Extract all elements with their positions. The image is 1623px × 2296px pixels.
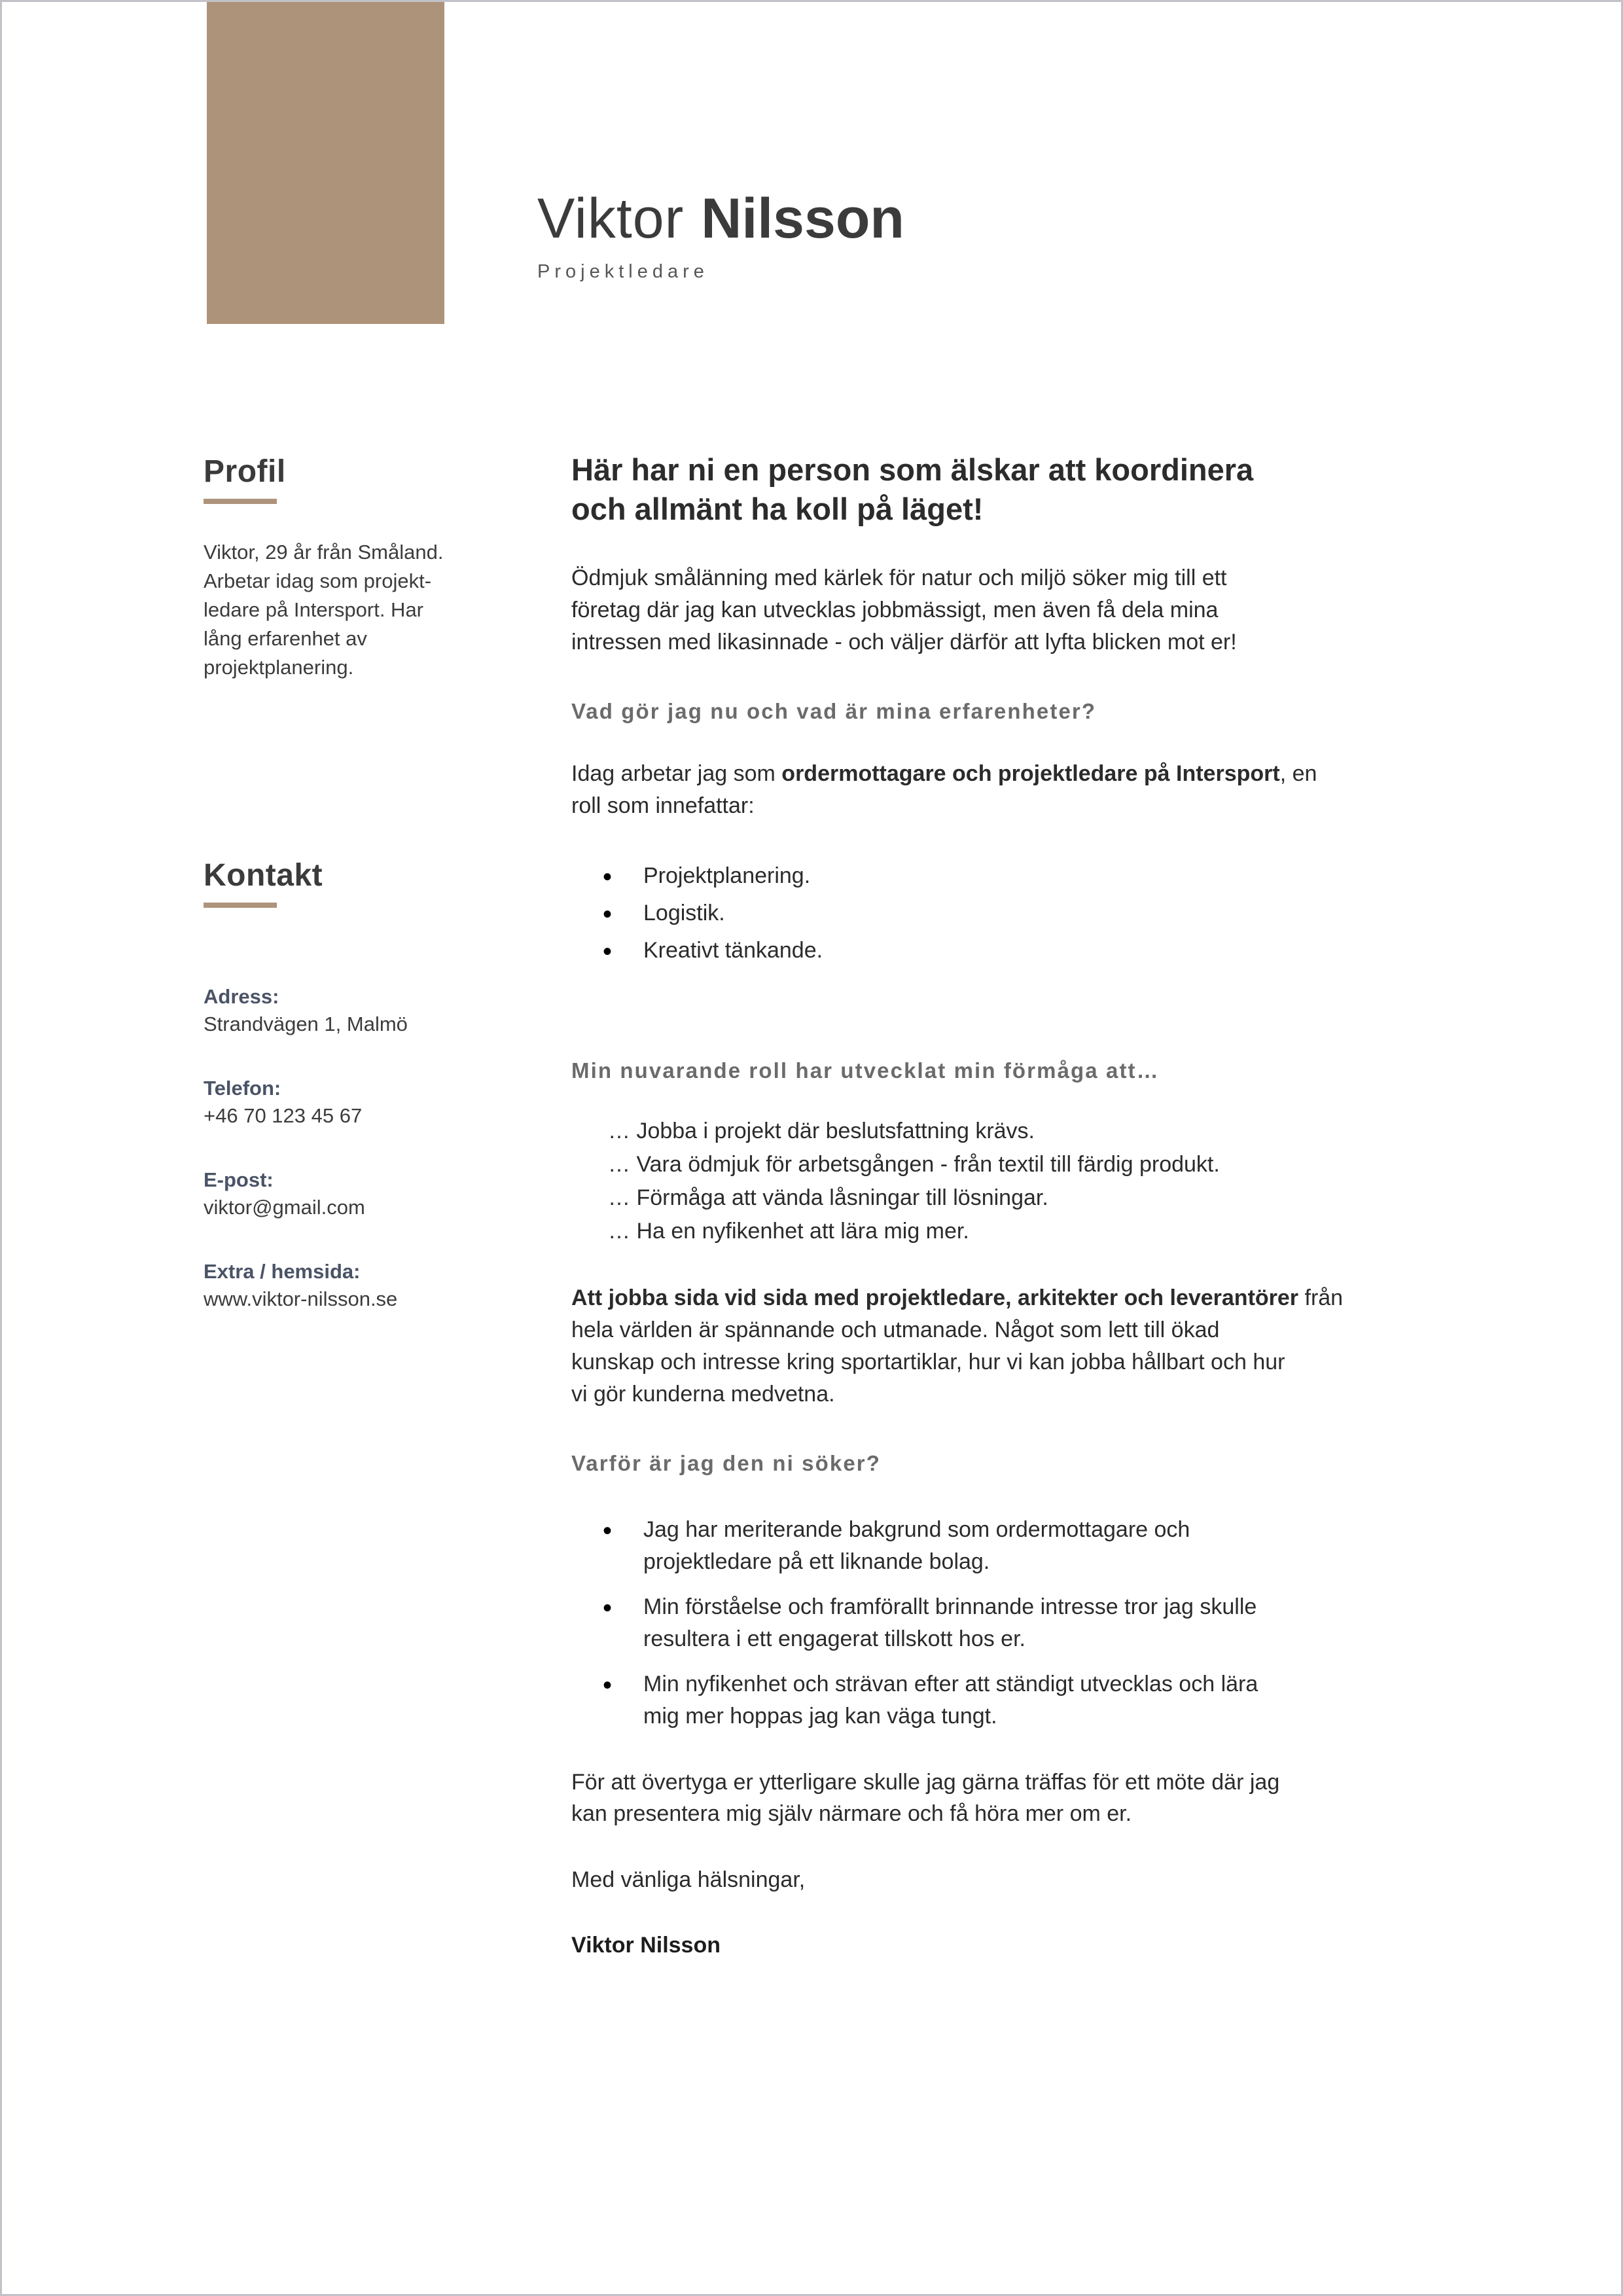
- section-spacer: [571, 972, 1464, 1018]
- why-bullet-list: [571, 1514, 1464, 1732]
- collaboration-emphasis: Att jobba sida vid sida med projektledare, arkitekter och leverantörer: [571, 1285, 1299, 1310]
- contact-heading-rule: [204, 903, 277, 908]
- contact-value-website[interactable]: www.viktor-nilsson.se: [204, 1287, 398, 1311]
- profile-text-line: projektplanering.: [204, 656, 354, 679]
- closing-paragraph: [571, 1767, 1464, 1831]
- contact-item-website: [204, 1260, 511, 1311]
- intro-line: intressen med likasinnade - och väljer därför att lyfta blicken mot er!: [571, 630, 1237, 655]
- contact-item-phone: [204, 1077, 511, 1128]
- current-role-emphasis: ordermottagare och projektledare på Intersport: [781, 761, 1280, 787]
- contact-item-address: [204, 985, 511, 1036]
- full-name: [537, 187, 904, 250]
- list-item: [603, 1591, 1464, 1655]
- list-item: … Ha en nyfikenhet att lära mig mer.: [608, 1219, 969, 1244]
- sidebar-section-profile: [204, 454, 511, 682]
- contact-label-email: E-post:: [204, 1168, 274, 1192]
- profile-text-line: ledare på Intersport. Har: [204, 598, 424, 622]
- collaboration-line-4: vi gör kunderna medvetna.: [571, 1381, 835, 1407]
- collaboration-line-3: kunskap och intresse kring sportartiklar, hur vi kan jobba hållbart och hur: [571, 1349, 1285, 1374]
- subheading-experience: Vad gör jag nu och vad är mina erfarenheter?: [571, 699, 1097, 724]
- header-accent-block: [207, 2, 444, 324]
- contact-item-email: [204, 1168, 511, 1219]
- profile-text-line: lång erfarenhet av: [204, 627, 367, 651]
- intro-paragraph: [571, 562, 1464, 658]
- list-item-line: • Jag har meriterande bakgrund som ordermottagare och: [643, 1516, 1190, 1542]
- job-title: Projektledare: [537, 261, 709, 282]
- closing-line: kan presentera mig själv närmare och få höra mer om er.: [571, 1801, 1132, 1827]
- letter-headline: [571, 450, 1464, 528]
- contact-label-address: Adress:: [204, 985, 279, 1009]
- sign-off: Med vänliga hälsningar,: [571, 1867, 806, 1893]
- document-body: [2, 329, 1621, 1958]
- intro-line: företag där jag kan utvecklas jobbmässigt, men även få dela mina: [571, 598, 1219, 623]
- collaboration-paragraph: [571, 1282, 1464, 1410]
- current-role-paragraph: [571, 758, 1464, 822]
- given-name: Viktor: [537, 187, 685, 250]
- collaboration-rest: från: [1298, 1285, 1344, 1310]
- list-item-line: mig mer hoppas jag kan väga tungt.: [643, 1703, 997, 1729]
- profile-text-line: Viktor, 29 år från Småland.: [204, 541, 444, 564]
- list-item: … Förmåga att vända låsningar till lösningar.: [608, 1185, 1048, 1210]
- list-item: • Kreativt tänkande.: [603, 935, 1464, 967]
- list-item: [603, 1668, 1464, 1732]
- list-item: • Projektplanering.: [603, 860, 1464, 892]
- headline-line-1: Här har ni en person som älskar att koordinera: [571, 452, 1254, 487]
- list-item: • Logistik.: [603, 897, 1464, 929]
- subheading-why: Varför är jag den ni söker?: [571, 1450, 882, 1475]
- profile-text-line: Arbetar idag som projekt-: [204, 569, 432, 593]
- current-role-prefix: Idag arbetar jag som: [571, 761, 782, 787]
- intro-line: Ödmjuk smålänning med kärlek för natur och miljö söker mig till ett: [571, 565, 1227, 591]
- headline-line-2: och allmänt ha koll på läget!: [571, 491, 984, 526]
- current-role-line-2: roll som innefattar:: [571, 793, 755, 819]
- contact-heading: Kontakt: [204, 858, 323, 893]
- signature-name: Viktor Nilsson: [571, 1933, 721, 1958]
- list-item: … Jobba i projekt där beslutsfattning krävs.: [608, 1119, 1035, 1143]
- contact-value-address: Strandvägen 1, Malmö: [204, 1013, 408, 1036]
- contact-label-website: Extra / hemsida:: [204, 1260, 361, 1283]
- document-header: [2, 2, 1621, 329]
- list-item-line: • Min nyfikenhet och strävan efter att ständigt utvecklas och lära: [643, 1671, 1258, 1696]
- contact-value-email[interactable]: viktor@gmail.com: [204, 1196, 365, 1219]
- letter-body: [511, 329, 1464, 1958]
- profile-heading: Profil: [204, 454, 286, 489]
- list-item-line: • Min förståelse och framförallt brinnande intresse tror jag skulle: [643, 1594, 1257, 1619]
- list-item-line: projektledare på ett liknande bolag.: [643, 1549, 990, 1574]
- closing-line: För att övertyga er ytterligare skulle jag gärna träffas för ett möte där jag: [571, 1769, 1280, 1795]
- name-block: [537, 187, 904, 283]
- collaboration-line-1: [571, 1282, 1464, 1314]
- collaboration-line-2: hela världen är spännande och utmanade. Något som lett till ökad: [571, 1317, 1220, 1342]
- list-item: … Vara ödmjuk för arbetsgången - från textil till färdig produkt.: [608, 1152, 1220, 1177]
- sidebar: [204, 329, 511, 1311]
- ability-line-list: [571, 1115, 1464, 1248]
- contact-label-phone: Telefon:: [204, 1077, 281, 1100]
- profile-heading-rule: [204, 499, 277, 504]
- contact-value-phone[interactable]: +46 70 123 45 67: [204, 1104, 363, 1128]
- list-item-line: resultera i ett engagerat tillskott hos er.: [643, 1626, 1026, 1651]
- subheading-abilities: Min nuvarande roll har utvecklat min förmåga att…: [571, 1058, 1160, 1083]
- list-item: [603, 1514, 1464, 1578]
- current-role-suffix: , en: [1279, 761, 1317, 787]
- current-role-line-1: [571, 758, 1464, 790]
- role-bullet-list: [571, 860, 1464, 967]
- sidebar-section-contact: [204, 857, 511, 1311]
- family-name: Nilsson: [701, 187, 904, 250]
- profile-text: [204, 538, 511, 682]
